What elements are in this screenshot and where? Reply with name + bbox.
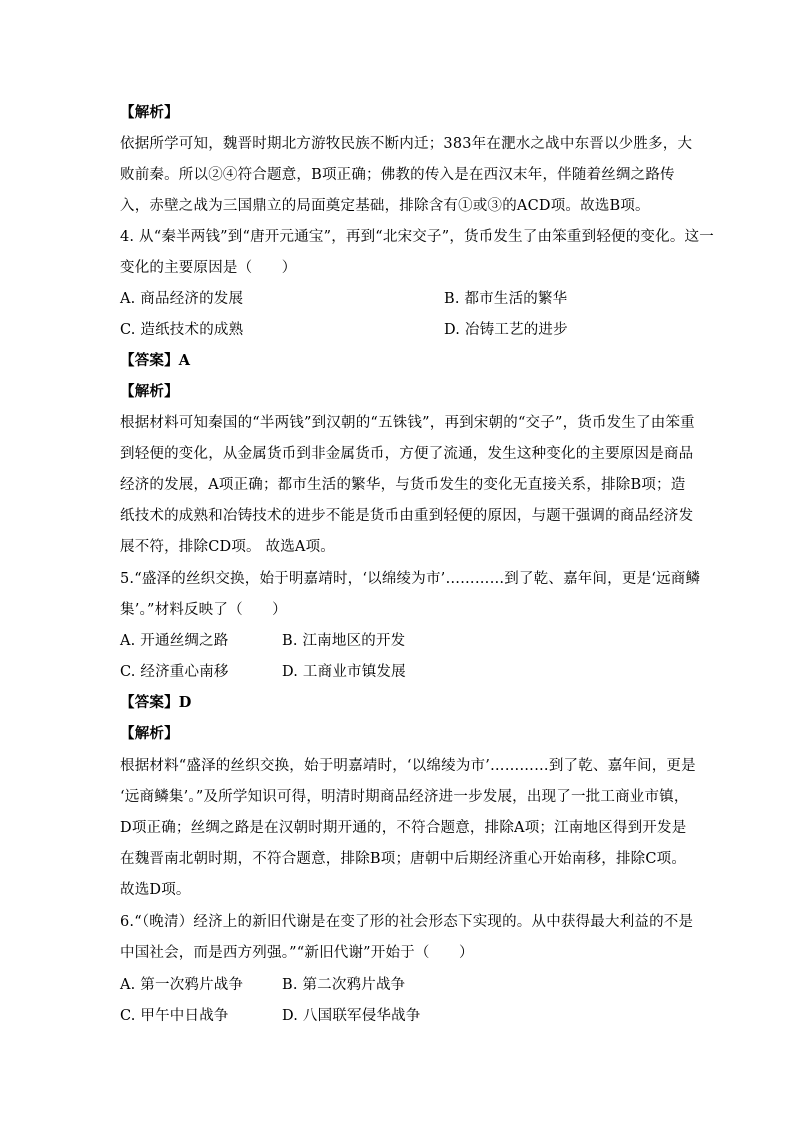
question-4-analysis-line: 经济的发展，A项正确；都市生活的繁华，与货币发生的变化无直接关系，排除B项；造 [120,477,686,493]
analysis-heading: 【解析】 [120,104,179,121]
question-5-stem: 集’。”材料反映了（ ） [120,602,287,618]
question-4-option-b: B. 都市生活的繁华 [444,291,568,307]
question-5-answer: 【答案】D [120,694,192,711]
question-5-analysis-line: D项正确；丝绸之路是在汉朝时期开通的，不符合题意，排除A项；江南地区得到开发是 [120,820,687,836]
question-4-stem: 变化的主要原因是（ ） [120,260,297,276]
question-6-option-b: B. 第二次鸦片战争 [282,977,406,993]
question-4-option-d: D. 冶铸工艺的进步 [444,322,568,338]
question-6-option-a: A. 第一次鸦片战争 [120,977,244,993]
question-5-analysis-line: ‘远商鳞集’。”及所学知识可得，明清时期商品经济进一步发展，出现了一批工商业市镇， [120,789,689,805]
question-5-analysis-line: 在魏晋南北朝时期，不符合题意，排除B项；唐朝中后期经济重心开始南移，排除C项。 [120,851,687,867]
analysis-line: 败前秦。所以②④符合题意，B项正确；佛教的传入是在西汉末年，伴随着丝绸之路传 [120,167,675,183]
question-4-option-c: C. 造纸技术的成熟 [120,322,244,338]
question-4-analysis-line: 根据材料可知秦国的“半两钱”到汉朝的“五铢钱”，再到宋朝的“交子”，货币发生了由笨重 [120,415,695,431]
question-4-analysis-heading: 【解析】 [120,383,179,400]
question-5-analysis-heading: 【解析】 [120,725,179,742]
question-6-stem: 中国社会，而是西方列强。”“新旧代谢”开始于（ ） [120,945,474,961]
analysis-line: 入，赤壁之战为三国鼎立的局面奠定基础，排除含有①或③的ACD项。故选B项。 [120,198,650,214]
analysis-line: 依据所学可知，魏晋时期北方游牧民族不断内迁；383年在淝水之战中东晋以少胜多，大 [120,136,693,152]
question-6-stem: 6.“（晚清）经济上的新旧代谢是在变了形的社会形态下实现的。从中获得最大利益的不是 [120,914,694,930]
question-5-stem: 5.“盛泽的丝织交换，始于明嘉靖时，‘以绵绫为市’…………到了乾、嘉年间，更是‘远商鳞 [120,571,701,587]
question-6-option-d: D. 八国联军侵华战争 [282,1008,421,1024]
question-4-option-a: A. 商品经济的发展 [120,291,244,307]
question-6-option-c: C. 甲午中日战争 [120,1008,229,1024]
question-4-stem: 4. 从“秦半两钱”到“唐开元通宝”，再到“北宋交子”，货币发生了由笨重到轻便的变化。这一 [120,229,714,245]
question-4-analysis-line: 纸技术的成熟和冶铸技术的进步不能是货币由重到轻便的原因，与题干强调的商品经济发 [120,508,694,524]
question-5-analysis-line: 故选D项。 [120,882,191,898]
question-5-option-b: B. 江南地区的开发 [282,633,406,649]
question-4-analysis-line: 到轻便的变化，从金属货币到非金属货币，方便了流通，发生这种变化的主要原因是商品 [120,446,694,462]
question-5-option-d: D. 工商业市镇发展 [282,664,406,680]
question-5-option-c: C. 经济重心南移 [120,664,229,680]
question-4-answer: 【答案】A [120,352,191,369]
question-5-analysis-line: 根据材料“盛泽的丝织交换，始于明嘉靖时，‘以绵绫为市’…………到了乾、嘉年间，更是 [120,758,696,774]
question-5-option-a: A. 开通丝绸之路 [120,633,229,649]
question-4-analysis-line: 展不符，排除CD项。 故选A项。 [120,539,335,555]
